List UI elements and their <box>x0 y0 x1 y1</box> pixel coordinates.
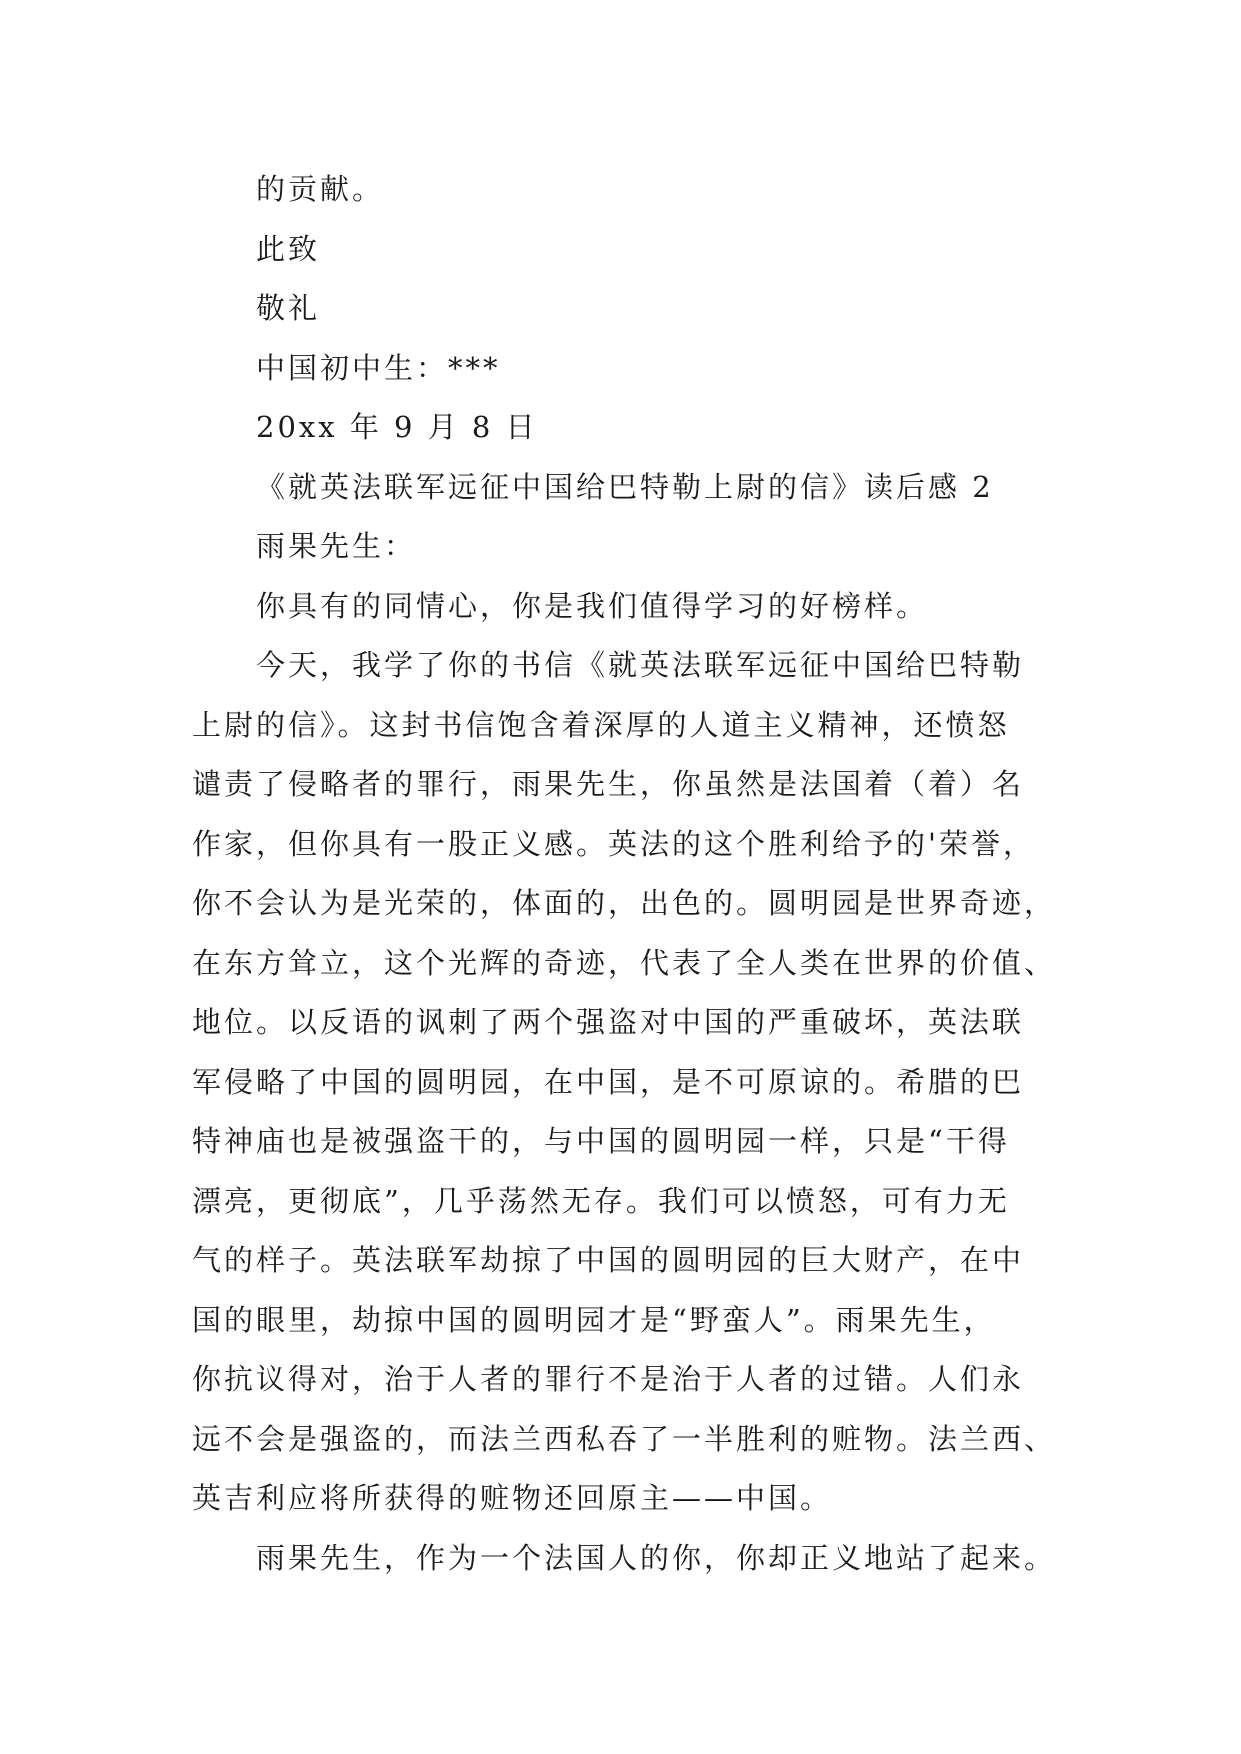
paragraph-line: 谴责了侵略者的罪行，雨果先生，你虽然是法国着（着）名 <box>192 767 1025 801</box>
document-body <box>192 160 1057 1588</box>
text-line: 的贡献。 <box>256 172 385 206</box>
paragraph-line: 英吉利应将所获得的赃物还回原主——中国。 <box>192 1481 833 1515</box>
paragraph-line: 在东方耸立，这个光辉的奇迹，代表了全人类在世界的价值、 <box>192 945 1057 980</box>
paragraph-line: 雨果先生，作为一个法国人的你，你却正义地站了起来。 <box>256 1540 1057 1575</box>
paragraph-line: 军侵略了中国的圆明园，在中国，是不可原谅的。希腊的巴 <box>192 1064 1025 1099</box>
text-line: 敬礼 <box>256 291 321 325</box>
paragraph-line: 今天，我学了你的书信《就英法联军远征中国给巴特勒 <box>256 648 1025 682</box>
paragraph-line: 地位。以反语的讽刺了两个强盗对中国的严重破坏，英法联 <box>192 1005 1025 1039</box>
paragraph-line: 上尉的信》。这封书信饱含着深厚的人道主义精神，还愤怒 <box>192 707 1010 742</box>
paragraph-line: 远不会是强盗的，而法兰西私吞了一半胜利的赃物。法兰西、 <box>192 1421 1057 1456</box>
paragraph-line: 特神庙也是被强盗干的，与中国的圆明园一样，只是“干得 <box>192 1124 1010 1158</box>
text-line: 此致 <box>256 231 321 266</box>
paragraph-line: 你抗议得对，治于人者的罪行不是治于人者的过错。人们永 <box>192 1362 1025 1396</box>
signature-line: 中国初中生：*** <box>256 350 501 385</box>
paragraph-line: 作家，但你具有一股正义感。英法的这个胜利给予的'荣誉， <box>192 826 1035 861</box>
paragraph-line: 漂亮，更彻底”，几乎荡然无存。我们可以愤怒，可有力无 <box>192 1183 1010 1218</box>
section-title: 《就英法联军远征中国给巴特勒上尉的信》读后感 2 <box>256 469 994 504</box>
text-line: 你具有的同情心，你是我们值得学习的好榜样。 <box>256 588 929 623</box>
paragraph-line: 你不会认为是光荣的，体面的，出色的。圆明园是世界奇迹， <box>192 886 1057 920</box>
date-line: 20xx 年 9 月 8 日 <box>256 410 538 444</box>
paragraph-line: 国的眼里，劫掠中国的圆明园才是“野蛮人”。雨果先生， <box>192 1302 996 1337</box>
salutation: 雨果先生： <box>256 529 417 563</box>
paragraph-line: 气的样子。英法联军劫掠了中国的圆明园的巨大财产，在中 <box>192 1243 1025 1277</box>
